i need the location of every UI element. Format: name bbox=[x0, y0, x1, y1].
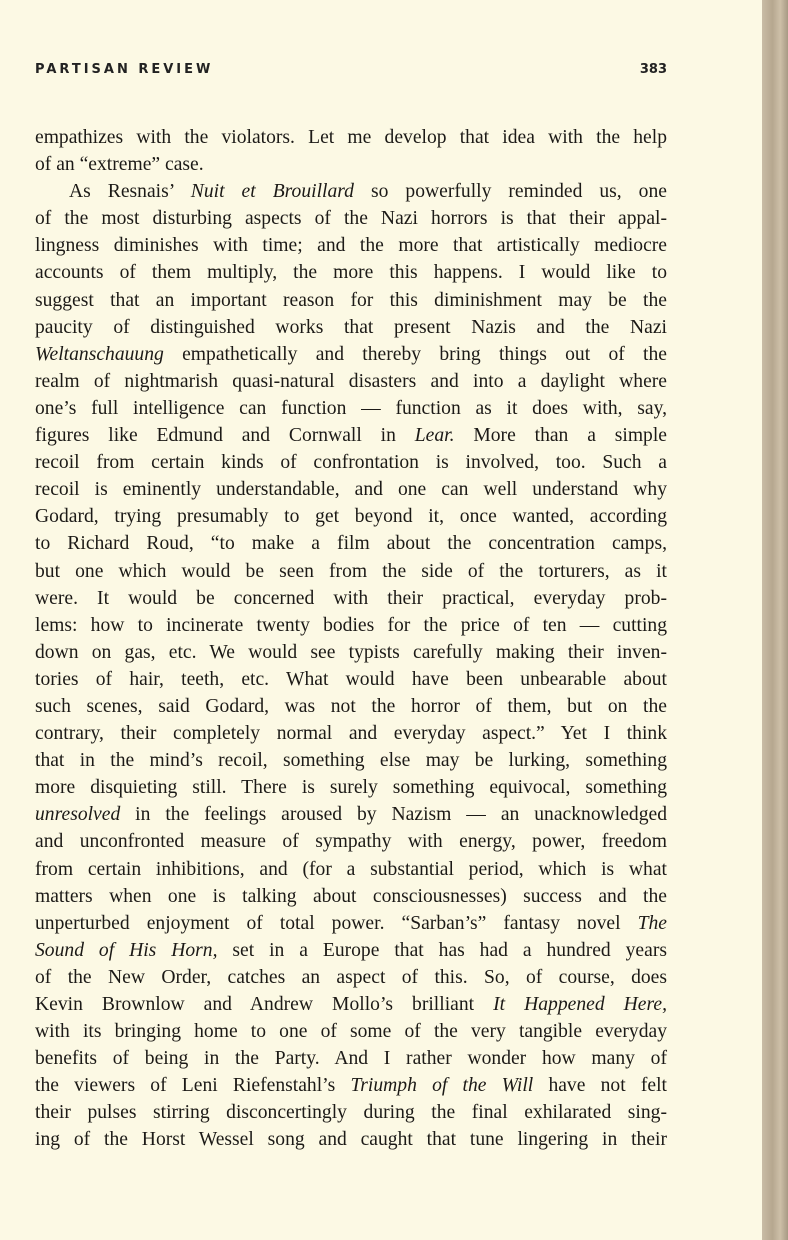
italic-title: Nuit et Brouillard bbox=[190, 181, 354, 203]
text-line bbox=[35, 368, 667, 395]
text-segment: accounts of them multiply, the more this happens. I would like to bbox=[35, 262, 667, 284]
text-segment: their pulses stirring disconcertingly during the final exhilarated sing- bbox=[35, 1102, 667, 1124]
text-line bbox=[35, 287, 667, 314]
text-segment: paucity of distinguished works that present Nazis and the Nazi bbox=[35, 316, 667, 338]
text-line bbox=[35, 585, 667, 612]
italic-title: Triumph of the Will bbox=[350, 1075, 534, 1097]
text-segment: contrary, their completely normal and everyday aspect.” Yet I think bbox=[35, 723, 667, 745]
text-line bbox=[35, 530, 667, 557]
text-segment: unperturbed enjoyment of total power. “Sarban’s” fantasy novel bbox=[35, 912, 638, 934]
italic-title: Lear. bbox=[414, 425, 455, 447]
text-segment: matters when one is talking about consciousnesses) success and the bbox=[35, 885, 667, 907]
text-line bbox=[35, 1045, 667, 1072]
text-segment: benefits of being in the Party. And I rather wonder how many of bbox=[35, 1048, 667, 1070]
text-line bbox=[35, 205, 667, 232]
text-line bbox=[35, 774, 667, 801]
text-line bbox=[35, 314, 667, 341]
text-line bbox=[35, 693, 667, 720]
italic-title: The bbox=[637, 912, 667, 934]
text-segment: in the feelings aroused by Nazism — an unacknowledged bbox=[120, 804, 667, 826]
text-segment: tories of hair, teeth, etc. What would have been unbearable about bbox=[35, 668, 667, 690]
text-line bbox=[35, 937, 667, 964]
text-segment: from certain inhibitions, and (for a substantial period, which is what bbox=[35, 858, 667, 880]
text-line bbox=[35, 476, 667, 503]
italic-title: It Happened Here, bbox=[493, 994, 667, 1015]
page-number: 383 bbox=[639, 62, 667, 77]
text-line bbox=[35, 124, 667, 151]
text-segment: recoil is eminently understandable, and one can well understand why bbox=[35, 479, 667, 501]
text-segment: the viewers of Leni Riefenstahl’s bbox=[35, 1075, 351, 1097]
text-segment: so powerfully reminded us, one bbox=[353, 181, 667, 203]
text-segment: with its bringing home to one of some of the very tangible everyday bbox=[35, 1021, 667, 1043]
text-segment: As Resnais’ bbox=[69, 181, 191, 203]
text-segment: that in the mind’s recoil, something else may be lurking, something bbox=[35, 750, 667, 772]
journal-title: PARTISAN REVIEW bbox=[35, 62, 214, 77]
text-line bbox=[35, 1072, 667, 1099]
text-line bbox=[35, 259, 667, 286]
text-segment: such scenes, said Godard, was not the horror of them, but on the bbox=[35, 695, 667, 717]
text-line bbox=[35, 422, 667, 449]
text-line bbox=[35, 639, 667, 666]
text-segment: were. It would be concerned with their practical, everyday prob- bbox=[35, 587, 667, 609]
text-segment: more disquieting still. There is surely something equivocal, something bbox=[35, 777, 667, 799]
text-line bbox=[35, 232, 667, 259]
text-segment: lems: how to incinerate twenty bodies for the price of ten — cutting bbox=[35, 614, 667, 636]
text-line bbox=[35, 856, 667, 883]
text-segment: of the New Order, catches an aspect of this. So, of course, does bbox=[35, 966, 667, 988]
text-line bbox=[35, 801, 667, 828]
text-line bbox=[35, 666, 667, 693]
text-segment: of the most disturbing aspects of the Nazi horrors is that their appal- bbox=[35, 208, 667, 230]
text-segment: to Richard Roud, “to make a film about the concentration camps, bbox=[35, 533, 667, 555]
text-segment: have not felt bbox=[533, 1075, 667, 1097]
text-segment: empathetically and thereby bring things out of the bbox=[163, 343, 667, 365]
text-segment: but one which would be seen from the side of the torturers, as it bbox=[35, 560, 667, 582]
text-line bbox=[35, 747, 667, 774]
text-line bbox=[35, 1018, 667, 1045]
text-segment: and unconfronted measure of sympathy with energy, power, freedom bbox=[35, 831, 667, 853]
text-segment: of an “extreme” case. bbox=[35, 154, 204, 176]
text-line bbox=[35, 883, 667, 910]
text-segment: lingness diminishes with time; and the more that artistically mediocre bbox=[35, 235, 667, 257]
text-segment: Godard, trying presumably to get beyond it, once wanted, according bbox=[35, 506, 667, 528]
running-header bbox=[35, 62, 667, 82]
text-line bbox=[35, 910, 667, 937]
page-edge bbox=[762, 0, 788, 1240]
text-segment: More than a simple bbox=[454, 425, 667, 447]
text-line bbox=[35, 1126, 667, 1153]
text-line bbox=[35, 341, 667, 368]
text-segment: Kevin Brownlow and Andrew Mollo’s brilliant bbox=[35, 994, 494, 1015]
italic-title: Sound of His Horn, bbox=[35, 939, 218, 961]
text-line bbox=[35, 178, 667, 205]
text-line bbox=[35, 828, 667, 855]
italic-title: unresolved bbox=[35, 804, 121, 826]
text-line bbox=[35, 449, 667, 476]
text-segment: one’s full intelligence can function — function as it does with, say, bbox=[35, 397, 667, 419]
text-segment: down on gas, etc. We would see typists carefully making their inven- bbox=[35, 641, 667, 663]
text-segment: figures like Edmund and Cornwall in bbox=[35, 425, 415, 447]
text-line bbox=[35, 558, 667, 585]
italic-title: Weltanschauung bbox=[35, 343, 164, 365]
body-text bbox=[35, 124, 667, 1154]
text-segment: ing of the Horst Wessel song and caught that tune lingering in their bbox=[35, 1129, 667, 1151]
text-line bbox=[35, 991, 667, 1018]
text-line bbox=[35, 720, 667, 747]
text-line bbox=[35, 964, 667, 991]
text-line bbox=[35, 503, 667, 530]
text-segment: recoil from certain kinds of confrontation is involved, too. Such a bbox=[35, 452, 667, 474]
text-segment: realm of nightmarish quasi-natural disasters and into a daylight where bbox=[35, 370, 667, 392]
text-segment: suggest that an important reason for this diminishment may be the bbox=[35, 289, 667, 311]
text-line bbox=[35, 612, 667, 639]
text-line bbox=[35, 151, 667, 178]
text-segment: empathizes with the violators. Let me develop that idea with the help bbox=[35, 127, 667, 148]
text-line bbox=[35, 1099, 667, 1126]
text-segment: set in a Europe that has had a hundred years bbox=[217, 939, 667, 961]
text-line bbox=[35, 395, 667, 422]
